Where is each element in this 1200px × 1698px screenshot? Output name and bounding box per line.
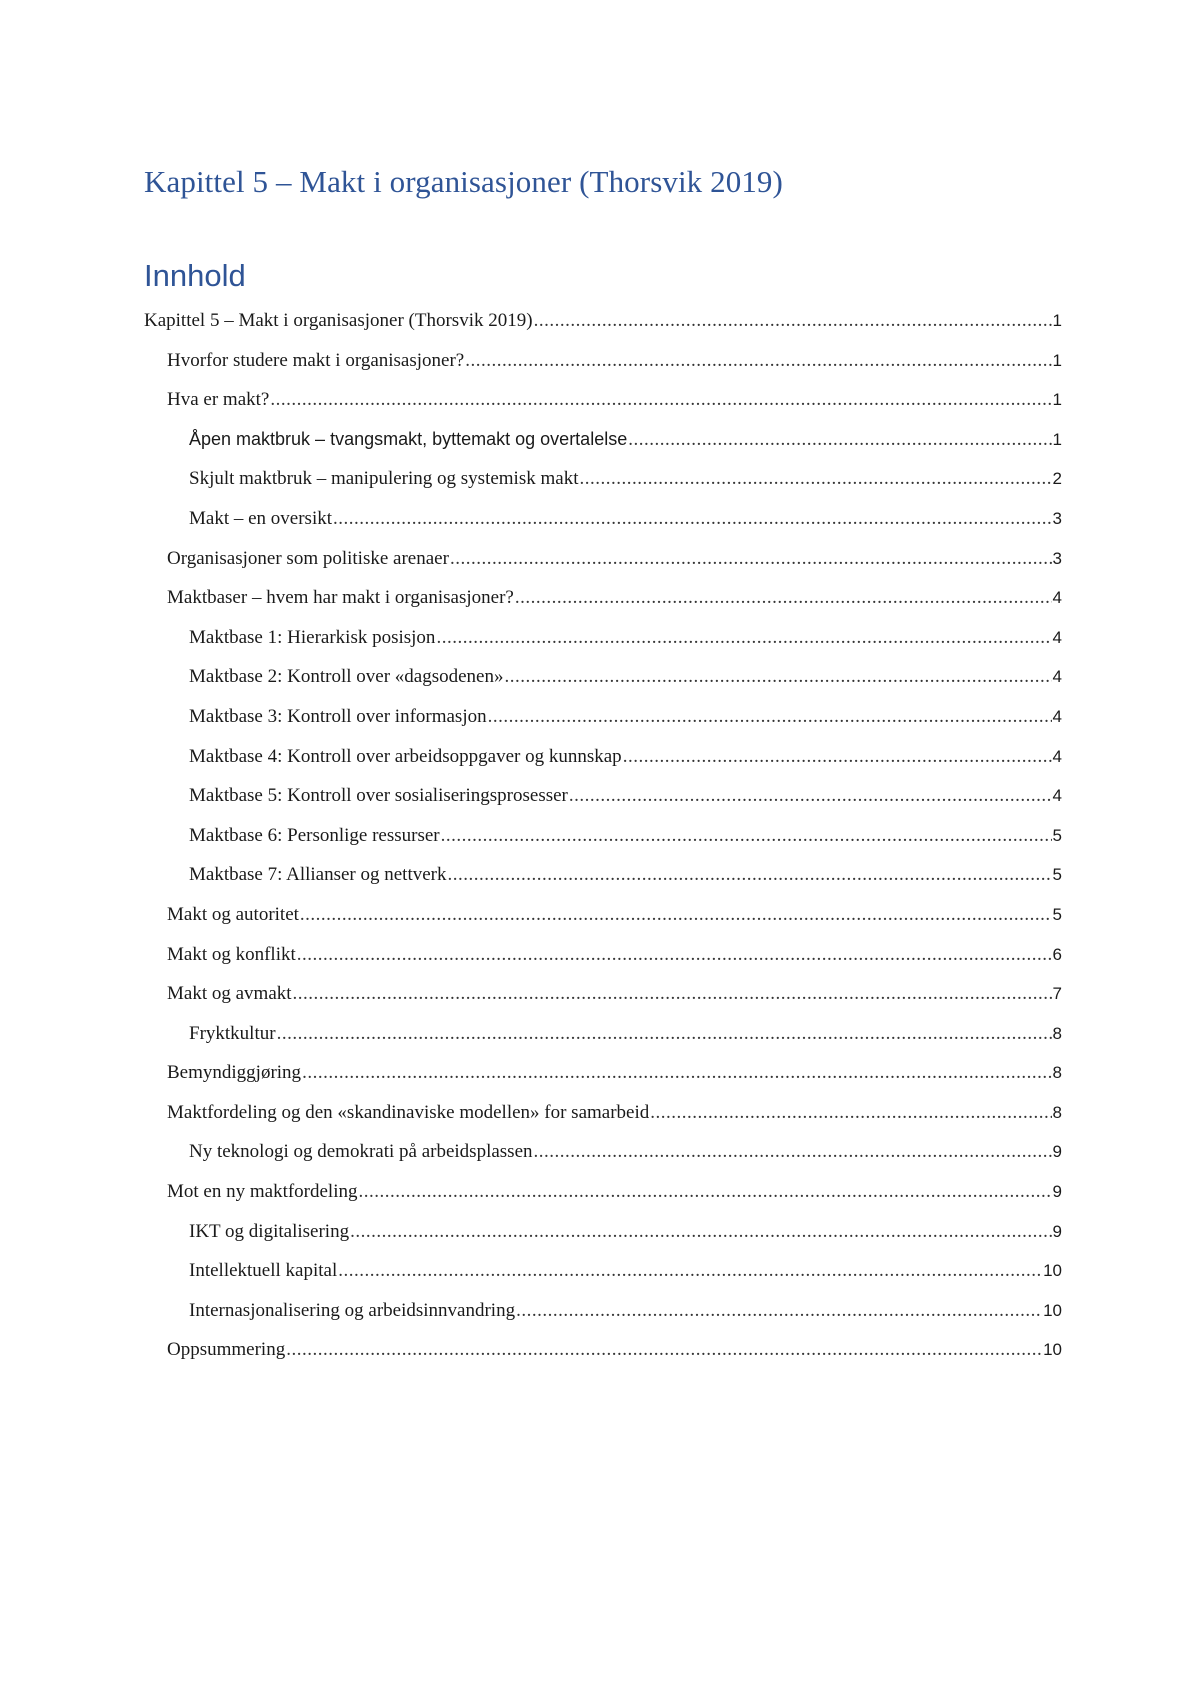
toc-page-number[interactable]: 10: [1043, 1340, 1062, 1360]
toc-page-number[interactable]: 5: [1052, 904, 1062, 924]
toc-heading: Innhold: [144, 258, 246, 293]
toc-dot-leader: [297, 935, 1052, 975]
toc-entry[interactable]: [144, 1251, 1062, 1291]
toc-entry[interactable]: [144, 578, 1062, 618]
table-of-contents: [144, 301, 1062, 1370]
toc-page-number[interactable]: 10: [1043, 1300, 1062, 1320]
toc-dot-leader: [359, 1172, 1052, 1212]
toc-entry[interactable]: [144, 1172, 1062, 1212]
toc-entry[interactable]: [144, 895, 1062, 935]
toc-entry-text[interactable]: Skjult maktbruk – manipulering og systemisk makt: [189, 468, 579, 490]
toc-entry[interactable]: [144, 1132, 1062, 1172]
toc-entry[interactable]: [144, 1212, 1062, 1252]
toc-page-number[interactable]: 10: [1043, 1261, 1062, 1281]
toc-entry-text[interactable]: Maktbaser – hvem har makt i organisasjoner?: [167, 587, 514, 609]
toc-entry-text[interactable]: Internasjonalisering og arbeidsinnvandring: [189, 1299, 516, 1321]
toc-entry[interactable]: [144, 855, 1062, 895]
toc-entry-text[interactable]: Maktbase 3: Kontroll over informasjon: [189, 705, 487, 727]
toc-dot-leader: [628, 420, 1051, 460]
toc-entry-text[interactable]: Maktbase 1: Hierarkisk posisjon: [189, 626, 436, 648]
document-title: Kapittel 5 – Makt i organisasjoner (Thorsvik 2019): [144, 164, 783, 199]
toc-dot-leader: [338, 1251, 1042, 1291]
toc-entry[interactable]: [144, 935, 1062, 975]
toc-entry[interactable]: [144, 1014, 1062, 1054]
toc-dot-leader: [623, 737, 1052, 777]
toc-dot-leader: [300, 895, 1052, 935]
toc-entry[interactable]: [144, 1053, 1062, 1093]
toc-page-number[interactable]: 3: [1052, 508, 1062, 528]
toc-entry-text[interactable]: Maktbase 4: Kontroll over arbeidsoppgaver og kunnskap: [189, 745, 622, 767]
toc-page-number[interactable]: 9: [1052, 1221, 1062, 1241]
toc-dot-leader: [441, 816, 1052, 856]
toc-dot-leader: [534, 301, 1052, 341]
toc-dot-leader: [286, 1330, 1042, 1370]
toc-page-number[interactable]: 9: [1052, 1182, 1062, 1202]
toc-entry-text[interactable]: Maktbase 6: Personlige ressurser: [189, 824, 440, 846]
toc-entry-text[interactable]: Åpen maktbruk – tvangsmakt, byttemakt og overtalelse: [189, 428, 628, 449]
toc-page-number[interactable]: 9: [1052, 1142, 1062, 1162]
toc-page-number[interactable]: 8: [1052, 1063, 1062, 1083]
toc-entry-text[interactable]: Oppsummering: [167, 1339, 286, 1361]
toc-entry[interactable]: [144, 1330, 1062, 1370]
toc-page-number[interactable]: 8: [1052, 1023, 1062, 1043]
toc-page-number[interactable]: 2: [1052, 469, 1062, 489]
toc-entry-text[interactable]: Organisasjoner som politiske arenaer: [167, 547, 449, 569]
toc-entry-text[interactable]: Kapittel 5 – Makt i organisasjoner (Thorsvik 2019): [144, 310, 533, 331]
toc-entry[interactable]: [144, 380, 1062, 420]
toc-page-number[interactable]: 4: [1052, 627, 1062, 647]
toc-page-number[interactable]: 6: [1052, 944, 1062, 964]
toc-entry[interactable]: [144, 618, 1062, 658]
toc-page-number[interactable]: 7: [1052, 984, 1062, 1004]
toc-dot-leader: [569, 776, 1052, 816]
toc-dot-leader: [350, 1212, 1051, 1252]
toc-dot-leader: [534, 1132, 1052, 1172]
toc-entry-text[interactable]: Makt og autoritet: [167, 903, 299, 925]
toc-page-number[interactable]: 4: [1052, 706, 1062, 726]
toc-entry-text[interactable]: Maktbase 5: Kontroll over sosialiseringsprosesser: [189, 785, 568, 807]
toc-page-number[interactable]: 3: [1052, 548, 1062, 568]
toc-entry-text[interactable]: Intellektuell kapital: [189, 1260, 338, 1282]
toc-dot-leader: [504, 657, 1051, 697]
toc-page-number[interactable]: 4: [1052, 746, 1062, 766]
toc-page-number[interactable]: 4: [1052, 588, 1062, 608]
toc-entry-text[interactable]: Fryktkultur: [189, 1022, 276, 1044]
toc-dot-leader: [333, 499, 1052, 539]
toc-entry-text[interactable]: Maktfordeling og den «skandinaviske modellen» for samarbeid: [167, 1101, 650, 1123]
toc-entry-text[interactable]: Bemyndiggjøring: [167, 1062, 302, 1084]
toc-entry[interactable]: [144, 459, 1062, 499]
toc-page-number[interactable]: 1: [1052, 429, 1062, 449]
toc-dot-leader: [448, 855, 1052, 895]
toc-entry-text[interactable]: Mot en ny maktfordeling: [167, 1181, 358, 1203]
toc-dot-leader: [465, 341, 1051, 381]
toc-entry-text[interactable]: Maktbase 2: Kontroll over «dagsodenen»: [189, 666, 504, 688]
toc-dot-leader: [488, 697, 1052, 737]
toc-entry-text[interactable]: Hvorfor studere makt i organisasjoner?: [167, 349, 465, 371]
toc-entry[interactable]: [144, 539, 1062, 579]
toc-entry[interactable]: [144, 776, 1062, 816]
toc-dot-leader: [277, 1014, 1052, 1054]
toc-page-number[interactable]: 4: [1052, 667, 1062, 687]
toc-page-number[interactable]: 5: [1052, 865, 1062, 885]
toc-entry-text[interactable]: Ny teknologi og demokrati på arbeidsplassen: [189, 1141, 533, 1163]
toc-entry[interactable]: [144, 1093, 1062, 1133]
toc-dot-leader: [515, 578, 1052, 618]
toc-entry[interactable]: [144, 1291, 1062, 1331]
toc-entry[interactable]: [144, 974, 1062, 1014]
toc-entry[interactable]: [144, 737, 1062, 777]
toc-page-number[interactable]: 1: [1052, 350, 1062, 370]
toc-dot-leader: [270, 380, 1051, 420]
toc-dot-leader: [450, 539, 1052, 579]
toc-entry-text[interactable]: Hva er makt?: [167, 389, 270, 411]
toc-entry[interactable]: [144, 499, 1062, 539]
toc-entry-text[interactable]: Makt – en oversikt: [189, 507, 333, 529]
toc-page-number[interactable]: 1: [1052, 311, 1062, 330]
toc-page-number[interactable]: 1: [1052, 390, 1062, 410]
toc-page-number[interactable]: 8: [1052, 1102, 1062, 1122]
toc-dot-leader: [650, 1093, 1051, 1133]
toc-entry[interactable]: [144, 420, 1062, 460]
toc-dot-leader: [293, 974, 1052, 1014]
toc-dot-leader: [516, 1291, 1042, 1331]
toc-entry[interactable]: [144, 657, 1062, 697]
toc-entry[interactable]: [144, 301, 1062, 341]
toc-entry-text[interactable]: IKT og digitalisering: [189, 1220, 350, 1242]
toc-entry[interactable]: [144, 341, 1062, 381]
toc-dot-leader: [302, 1053, 1051, 1093]
toc-page-number[interactable]: 5: [1052, 825, 1062, 845]
toc-entry-text[interactable]: Makt og avmakt: [167, 983, 292, 1005]
toc-page-number[interactable]: 4: [1052, 786, 1062, 806]
toc-entry-text[interactable]: Maktbase 7: Allianser og nettverk: [189, 864, 447, 886]
toc-dot-leader: [579, 459, 1051, 499]
toc-entry[interactable]: [144, 816, 1062, 856]
toc-dot-leader: [436, 618, 1051, 658]
toc-entry[interactable]: [144, 697, 1062, 737]
toc-entry-text[interactable]: Makt og konflikt: [167, 943, 296, 965]
